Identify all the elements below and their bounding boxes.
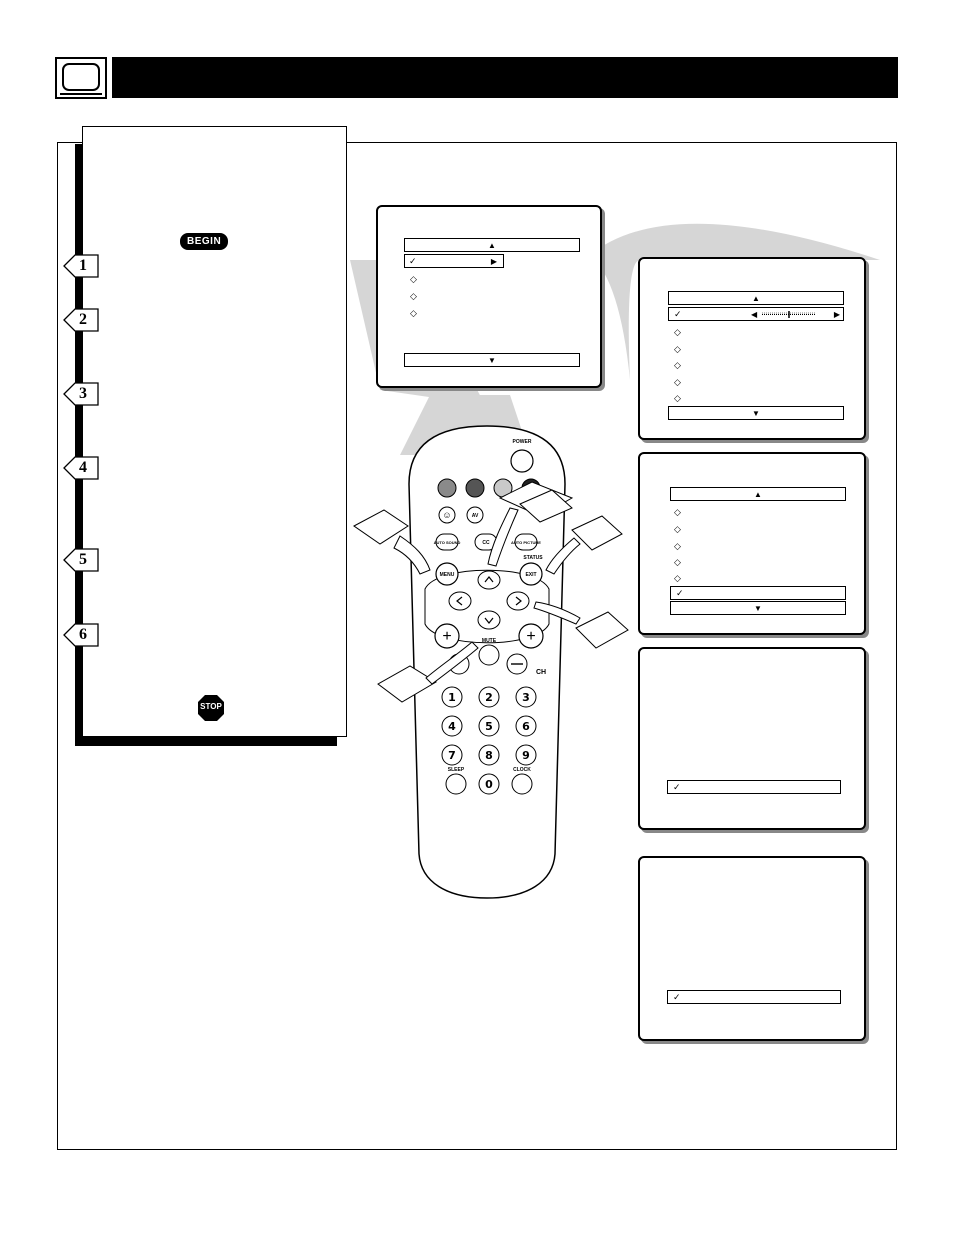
list-item[interactable]: ◇ [674, 524, 681, 534]
hand-right-icon [534, 602, 580, 624]
tv-icon [55, 57, 107, 99]
hand-exit-icon [546, 538, 580, 574]
sleep-button[interactable] [446, 774, 466, 794]
slider-up-bar[interactable]: ▲ [668, 291, 844, 305]
digit-2-label: 2 [485, 691, 493, 704]
cc-label: CC [482, 540, 490, 546]
menu-selected-item[interactable]: ✓ ▶ [404, 254, 504, 268]
menu-item[interactable]: ◇ [410, 291, 417, 301]
clock-button[interactable] [512, 774, 532, 794]
menu-down-bar[interactable]: ▼ [404, 353, 580, 367]
header-bar [112, 57, 898, 98]
begin-badge: BEGIN [180, 233, 228, 250]
list-item[interactable]: ◇ [674, 507, 681, 517]
auto-sound-label: AUTO SOUND [433, 540, 461, 545]
hand-menu-icon [394, 536, 430, 574]
power-label: POWER [512, 439, 532, 445]
slider-item[interactable]: ◇ [674, 344, 681, 354]
step-1-diamond: 1 [62, 253, 88, 279]
menu-up-bar[interactable]: ▲ [404, 238, 580, 252]
screen-option-d [638, 647, 866, 830]
slider-down-bar[interactable]: ▼ [668, 406, 844, 420]
status-label: STATUS [523, 555, 543, 561]
slider-item[interactable]: ◇ [674, 393, 681, 403]
plus-icon: + [526, 628, 536, 645]
list-selected-item[interactable]: ✓ [670, 586, 846, 600]
hand-up-icon [488, 508, 518, 566]
screen-main-menu [376, 205, 602, 388]
hand-down-icon [426, 642, 478, 684]
step-2-diamond: 2 [62, 307, 88, 333]
digit-1-label: 1 [448, 691, 456, 704]
digit-8-label: 8 [485, 749, 493, 762]
digit-5-label: 5 [485, 720, 493, 733]
card-right [576, 612, 628, 648]
digit-6-label: 6 [522, 720, 530, 733]
pointing-hands [340, 478, 640, 708]
auto-picture-label: AUTO PICTURE [511, 540, 541, 545]
plus-icon: + [442, 628, 452, 645]
smiley-icon: ☺ [442, 510, 452, 520]
instruction-panel [82, 126, 347, 737]
list-down-bar[interactable]: ▼ [670, 601, 846, 615]
step-3-diamond: 3 [62, 381, 88, 407]
sleep-label: SLEEP [447, 767, 465, 773]
clock-label: CLOCK [513, 767, 531, 773]
digit-0-label: 0 [485, 778, 493, 791]
ch-label: CH [535, 669, 547, 676]
screen-option-e [638, 856, 866, 1041]
screen-menu-list [638, 452, 866, 635]
digit-3-label: 3 [522, 691, 530, 704]
digit-9-label: 9 [522, 749, 530, 762]
step-5-diamond: 5 [62, 547, 88, 573]
menu-label: MENU [439, 572, 455, 578]
list-item[interactable]: ◇ [674, 541, 681, 551]
card-down [378, 666, 436, 702]
screen-adjust-slider [638, 257, 866, 440]
menu-item[interactable]: ◇ [410, 308, 417, 318]
slider-item[interactable]: ◇ [674, 327, 681, 337]
slider-item[interactable]: ◇ [674, 360, 681, 370]
option-e-selected[interactable]: ✓ [667, 990, 841, 1004]
slider-row[interactable]: ✓ ◀ ▶ [668, 307, 844, 321]
av-label: AV [471, 513, 479, 519]
menu-item[interactable]: ◇ [410, 274, 417, 284]
list-item[interactable]: ◇ [674, 573, 681, 583]
mute-label: MUTE [481, 638, 497, 644]
list-up-bar[interactable]: ▲ [670, 487, 846, 501]
list-item[interactable]: ◇ [674, 557, 681, 567]
exit-label: EXIT [525, 572, 537, 578]
power-button[interactable] [511, 450, 533, 472]
digit-7-label: 7 [448, 749, 456, 762]
slider-track[interactable] [762, 311, 816, 318]
slider-item[interactable]: ◇ [674, 377, 681, 387]
step-6-diamond: 6 [62, 622, 88, 648]
stop-sign-icon: STOP [197, 694, 225, 722]
step-4-diamond: 4 [62, 455, 88, 481]
digit-4-label: 4 [448, 720, 456, 733]
option-d-selected[interactable]: ✓ [667, 780, 841, 794]
